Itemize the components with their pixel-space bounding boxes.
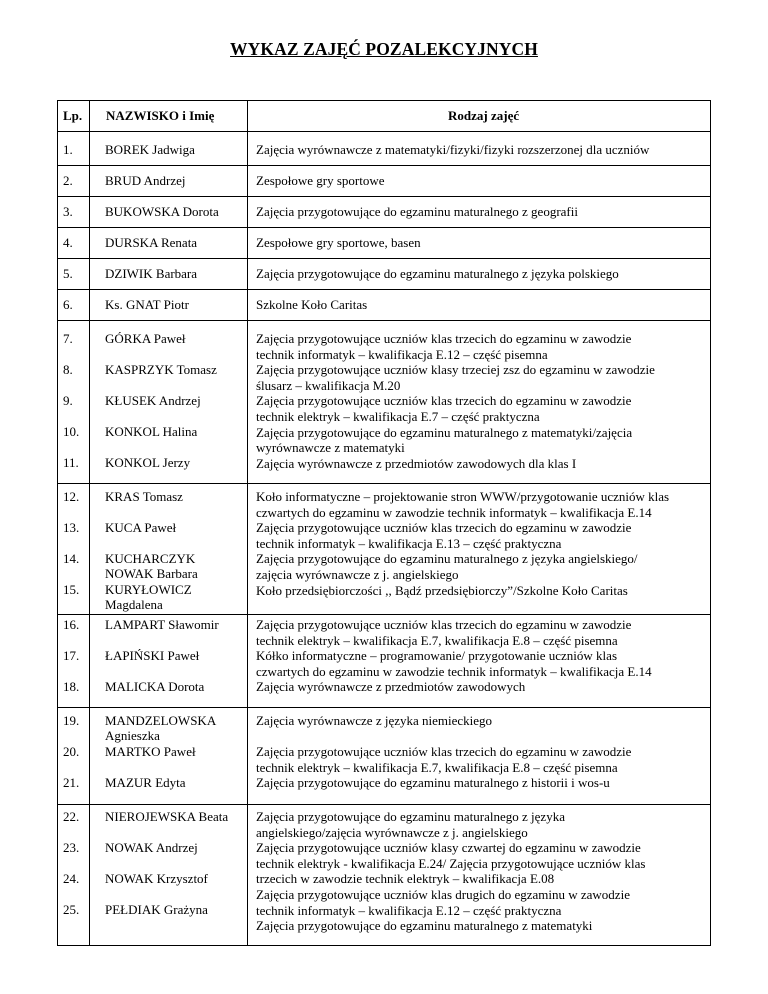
teacher-name: PEŁDIAK Grażyna [105, 902, 208, 917]
activity-description: trzecich w zawodzie technik elektryk – kwalifikacja E.08 [256, 871, 555, 887]
row-number: 1. [63, 142, 73, 157]
row-number: 5. [63, 266, 73, 281]
table-rule [57, 100, 711, 101]
table-rule [57, 945, 711, 946]
activity-description: Zajęcia przygotowujące do egzaminu maturalnego z matematyki/zajęcia [256, 424, 633, 440]
teacher-name: KURYŁOWICZ [105, 582, 192, 597]
activity-description: technik informatyk – kwalifikacja E.12 – część praktyczna [256, 902, 562, 918]
activity-description: Zajęcia przygotowujące do egzaminu maturalnego z języka polskiego [256, 266, 619, 281]
activity-description: wyrównawcze z matematyki [256, 440, 405, 456]
row-number: 17. [63, 648, 80, 663]
activity-description: Zajęcia przygotowujące uczniów klas trzecich do egzaminu w zawodzie [256, 331, 632, 346]
activity-description: Zajęcia przygotowujące uczniów klasy czwartej do egzaminu w zawodzie [256, 840, 641, 856]
teacher-name: Magdalena [105, 597, 163, 612]
activity-description: Koło przedsiębiorczości ,, Bądź przedsiębiorczy”/Szkolne Koło Caritas [256, 582, 628, 598]
row-number: 25. [63, 902, 80, 917]
teacher-name: ŁAPIŃSKI Paweł [105, 648, 200, 663]
teacher-name: Agnieszka [105, 728, 160, 743]
row-number: 12. [63, 489, 80, 504]
activity-description: Zajęcia przygotowujące do egzaminu maturalnego z języka [256, 809, 565, 824]
row-number: 22. [63, 809, 80, 824]
activity-description: technik informatyk – kwalifikacja E.13 – część praktyczna [256, 535, 562, 551]
activity-description: Zajęcia przygotowujące uczniów klas trzecich do egzaminu w zawodzie [256, 520, 632, 536]
teacher-name: KASPRZYK Tomasz [105, 362, 217, 377]
table-rule [57, 320, 711, 321]
teacher-name: KUCA Paweł [105, 520, 177, 535]
activity-description: czwartych do egzaminu w zawodzie technik informatyk – kwalifikacja E.14 [256, 663, 652, 679]
teacher-name: BUKOWSKA Dorota [105, 204, 219, 219]
row-number: 19. [63, 713, 80, 728]
activity-description: Zespołowe gry sportowe, basen [256, 235, 421, 250]
row-number: 11. [63, 455, 79, 470]
table-rule [57, 483, 711, 484]
activity-description: Zajęcia przygotowujące do egzaminu maturalnego z historii i wos-u [256, 775, 610, 791]
teacher-name: MARTKO Paweł [105, 744, 196, 759]
page-title: WYKAZ ZAJĘĆ POZALEKCYJNYCH [230, 39, 538, 59]
row-number: 2. [63, 173, 73, 188]
activity-description: czwartych do egzaminu w zawodzie technik informatyk – kwalifikacja E.14 [256, 504, 652, 520]
activity-description: ślusarz – kwalifikacja M.20 [256, 377, 401, 393]
activity-description: Zajęcia przygotowujące do egzaminu maturalnego z geografii [256, 204, 578, 219]
row-number: 8. [63, 362, 73, 377]
activity-description: angielskiego/zajęcia wyrównawcze z j. angielskiego [256, 824, 528, 840]
activity-description: Szkolne Koło Caritas [256, 297, 368, 312]
teacher-name: LAMPART Sławomir [105, 617, 219, 632]
activity-description: Zajęcia przygotowujące uczniów klas trzecich do egzaminu w zawodzie [256, 393, 632, 409]
row-number: 18. [63, 679, 80, 694]
header-activity-type: Rodzaj zajęć [448, 108, 520, 123]
teacher-name: NOWAK Andrzej [105, 840, 198, 855]
activity-description: Zajęcia przygotowujące do egzaminu maturalnego z języka angielskiego/ [256, 551, 638, 567]
activity-description: zajęcia wyrównawcze z j. angielskiego [256, 567, 459, 582]
table-rule [57, 165, 711, 166]
row-number: 7. [63, 331, 73, 346]
teacher-name: NOWAK Barbara [105, 566, 198, 581]
teacher-name: MALICKA Dorota [105, 679, 205, 694]
activity-description: Zajęcia przygotowujące uczniów klas trzecich do egzaminu w zawodzie [256, 617, 632, 632]
activity-description: technik elektryk - kwalifikacja E.24/ Zajęcia przygotowujące uczniów klas [256, 855, 646, 871]
activity-description: Zajęcia przygotowujące uczniów klas drugich do egzaminu w zawodzie [256, 887, 630, 902]
teacher-name: MAZUR Edyta [105, 775, 186, 790]
row-number: 3. [63, 204, 73, 219]
teacher-name: MANDZELOWSKA [105, 713, 217, 728]
table-rule [57, 258, 711, 259]
row-number: 20. [63, 744, 80, 759]
activity-description: Zajęcia wyrównawcze z przedmiotów zawodowych dla klas I [256, 455, 577, 471]
teacher-name: KUCHARCZYK [105, 551, 196, 566]
table-rule [57, 614, 711, 615]
activity-description: Koło informatyczne – projektowanie stron WWW/przygotowanie uczniów klas [256, 489, 670, 504]
row-number: 10. [63, 424, 80, 439]
teacher-name: KŁUSEK Andrzej [105, 393, 201, 408]
row-number: 23. [63, 840, 80, 855]
teacher-name: Ks. GNAT Piotr [105, 297, 189, 312]
activity-description: technik elektryk – kwalifikacja E.7, kwalifikacja E.8 – część pisemna [256, 759, 618, 775]
header-name: NAZWISKO i Imię [106, 108, 215, 123]
teacher-name: NOWAK Krzysztof [105, 871, 208, 886]
teacher-name: KONKOL Jerzy [105, 455, 191, 470]
row-number: 13. [63, 520, 80, 535]
activity-description: Zajęcia przygotowujące do egzaminu maturalnego z matematyki [256, 918, 593, 934]
table-rule [57, 289, 711, 290]
table-rule [57, 707, 711, 708]
activity-description: technik informatyk – kwalifikacja E.12 – część pisemna [256, 346, 548, 362]
row-number: 9. [63, 393, 73, 408]
activity-description: Zajęcia przygotowujące uczniów klas trzecich do egzaminu w zawodzie [256, 744, 632, 759]
teacher-name: GÓRKA Paweł [105, 331, 186, 346]
teacher-name: KONKOL Halina [105, 424, 198, 439]
table-rule [57, 227, 711, 228]
activity-description: Zespołowe gry sportowe [256, 173, 385, 188]
activity-description: Zajęcia wyrównawcze z przedmiotów zawodowych [256, 679, 526, 695]
teacher-name: BRUD Andrzej [105, 173, 186, 188]
row-number: 24. [63, 871, 80, 886]
activity-description: Zajęcia wyrównawcze z matematyki/fizyki/fizyki rozszerzonej dla uczniów [256, 142, 650, 157]
row-number: 15. [63, 582, 80, 597]
table-rule [57, 196, 711, 197]
activity-description: Kółko informatyczne – programowanie/ przygotowanie uczniów klas [256, 648, 617, 664]
teacher-name: DURSKA Renata [105, 235, 198, 250]
activity-description: Zajęcia przygotowujące uczniów klasy trzeciej zsz do egzaminu w zawodzie [256, 362, 655, 378]
row-number: 6. [63, 297, 73, 312]
teacher-name: DZIWIK Barbara [105, 266, 198, 281]
row-number: 4. [63, 235, 73, 250]
row-number: 21. [63, 775, 80, 790]
teacher-name: BOREK Jadwiga [105, 142, 195, 157]
row-number: 14. [63, 551, 80, 566]
teacher-name: NIEROJEWSKA Beata [105, 809, 229, 824]
table-rule [57, 804, 711, 805]
teacher-name: KRAS Tomasz [105, 489, 183, 504]
activity-description: technik elektryk – kwalifikacja E.7, kwalifikacja E.8 – część pisemna [256, 632, 618, 648]
table-rule [57, 131, 711, 132]
activity-description: Zajęcia wyrównawcze z języka niemieckiego [256, 713, 493, 728]
header-lp: Lp. [63, 108, 83, 123]
row-number: 16. [63, 617, 80, 632]
activity-description: technik elektryk – kwalifikacja E.7 – część praktyczna [256, 409, 540, 424]
